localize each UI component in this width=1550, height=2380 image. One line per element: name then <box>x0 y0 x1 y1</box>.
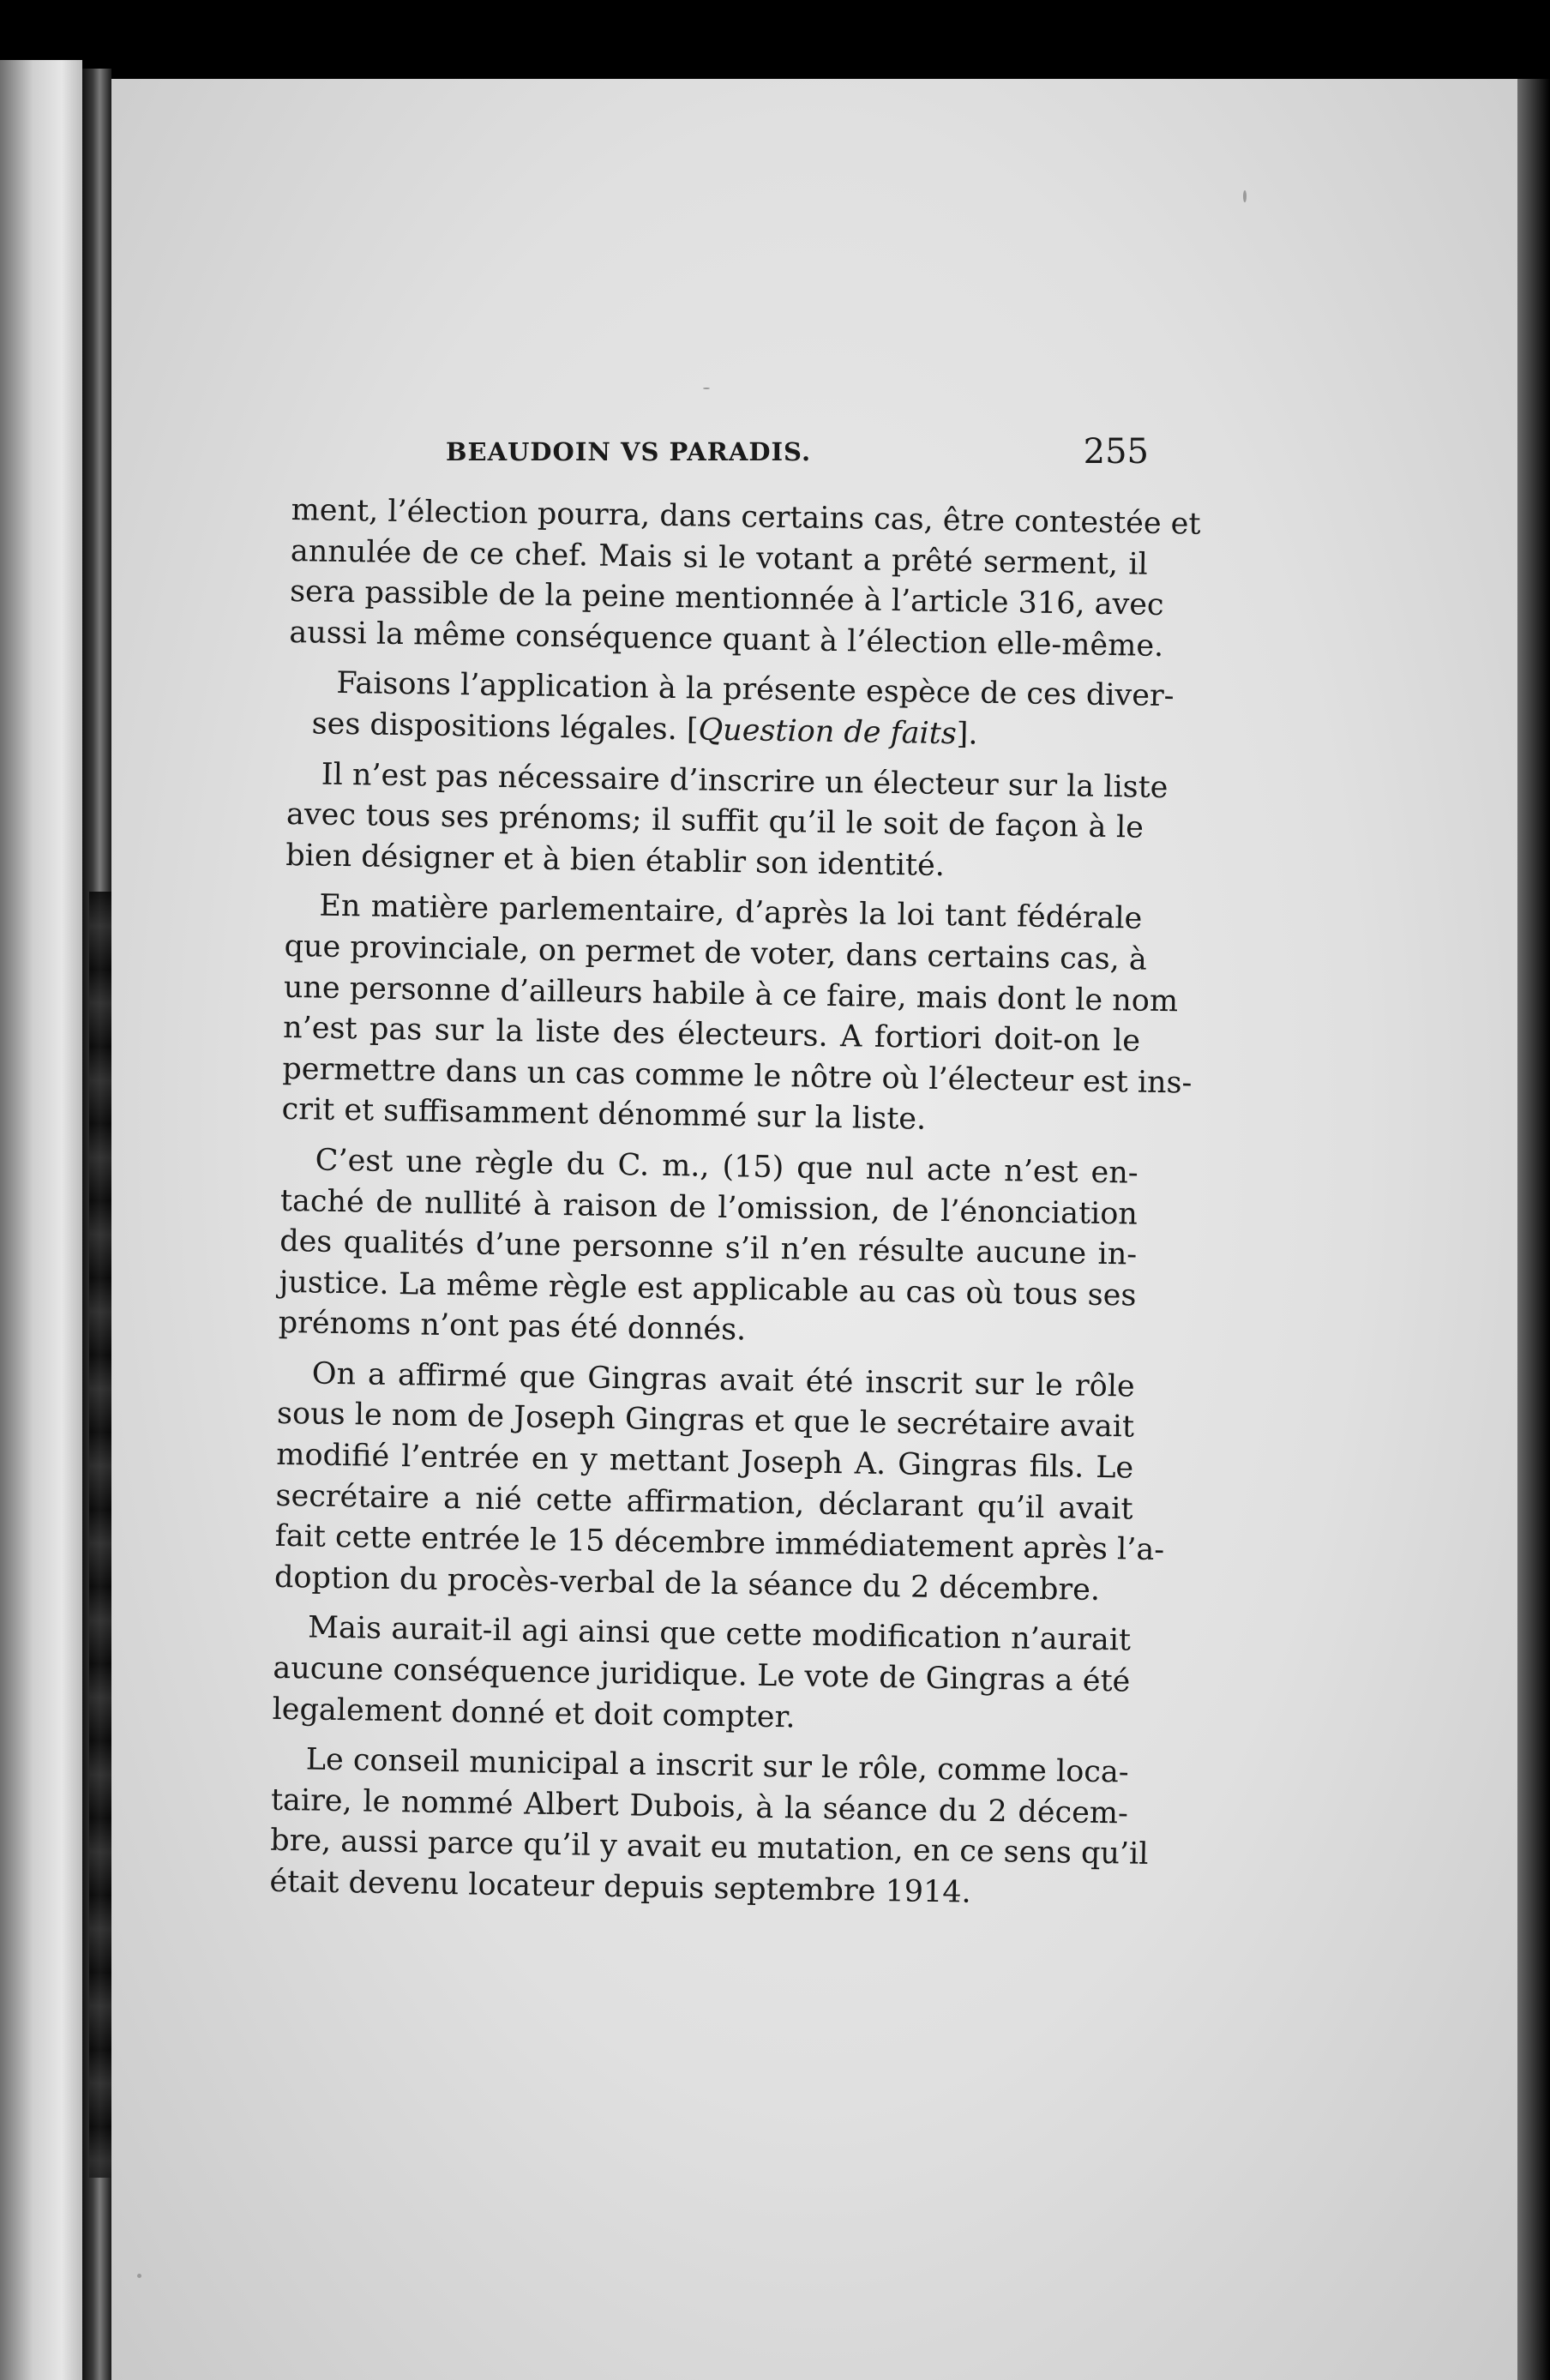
scan-speck <box>137 2274 141 2278</box>
body-text <box>269 490 1201 1926</box>
text-line: secrétaire a nié cette affirmation, déclarant qu’il avait <box>275 1478 1133 1527</box>
text-line: sera passible de la peine mentionnée à l’article 316, avec <box>289 574 1164 623</box>
paragraph <box>273 1354 1165 1612</box>
text-line: une personne d’ailleurs habile à ce faire, mais dont le nom <box>283 970 1179 1019</box>
paragraph <box>287 663 1175 758</box>
text-line: aussi la même conséquence quant à l’élection elle-même. <box>289 615 1164 664</box>
text-line: avec tous ses prénoms; il suffit qu’il le soit de façon à le <box>285 797 1144 845</box>
text-line: legalement donné et doit compter. <box>272 1692 796 1735</box>
bracket-close: ]. <box>956 717 978 752</box>
text-line: modifié l’entrée en y mettant Joseph A. Gingras fils. Le <box>276 1437 1134 1486</box>
text-line: justice. La même règle est applicable au cas où tous ses <box>279 1265 1137 1313</box>
text-line: Le conseil municipal a inscrit sur le rôle, comme loca- <box>305 1742 1129 1790</box>
paragraph <box>289 490 1201 667</box>
text-line: Mais aurait-il agi ainsi que cette modification n’aurait <box>307 1610 1132 1658</box>
text-line: permettre dans un cas comme le nôtre où l’électeur est ins- <box>282 1051 1193 1101</box>
paragraph <box>272 1608 1131 1743</box>
text-line: bien désigner et à bien établir son identité. <box>285 838 946 883</box>
facing-page-edge <box>0 60 82 2380</box>
text-line: était devenu locateur depuis septembre 1914. <box>269 1864 972 1910</box>
text-line: ment, l’élection pourra, dans certains cas, être contestée et <box>291 492 1201 542</box>
text-line: Il n’est pas nécessaire d’inscrire un électeur sur la liste <box>321 757 1169 805</box>
scan-speck <box>703 388 710 389</box>
text-line: prénoms n’ont pas été donnés. <box>278 1306 747 1348</box>
text-line: En matière parlementaire, d’après la loi tant fédérale <box>319 888 1143 936</box>
text-line: n’est pas sur la liste des électeurs. A fortiori doit-on le <box>282 1011 1141 1059</box>
text-line: annulée de ce chef. Mais si le votant a prêté serment, il <box>290 533 1149 582</box>
page-right-edge <box>1517 79 1550 2380</box>
running-title: BEAUDOIN VS PARADIS. <box>446 437 812 466</box>
text-fragment: ses dispositions légales. <box>311 706 678 748</box>
text-line: taire, le nommé Albert Dubois, à la séance du 2 décem- <box>270 1782 1129 1831</box>
text-line: bre, aussi parce qu’il y avait eu mutation, en ce sens qu’il <box>269 1824 1149 1872</box>
page-header <box>446 432 1149 472</box>
text-line: On a affirmé que Gingras avait été inscrit sur le rôle <box>311 1356 1136 1404</box>
text-line: que provinciale, on permet de voter, dans certains cas, à <box>284 929 1148 977</box>
text-line: crit et suffisamment dénommé sur la liste. <box>281 1092 927 1138</box>
text-line: sous le nom de Joseph Gingras et que le secrétaire avait <box>276 1397 1135 1445</box>
page-number: 255 <box>1083 432 1149 472</box>
bracket-open: [ <box>676 712 699 748</box>
text-line: C’est une règle du C. m., (15) que nul acte n’est en- <box>315 1143 1138 1191</box>
italic-note: Question de faits <box>698 712 958 752</box>
text-line: doption du procès-verbal de la séance du 2 décembre. <box>273 1560 1101 1608</box>
paragraph <box>281 886 1193 1144</box>
scan-speck <box>1243 190 1247 202</box>
text-line: taché de nullité à raison de l’omission, de l’énonciation <box>279 1183 1138 1232</box>
paragraph <box>269 1740 1149 1916</box>
paragraph <box>285 754 1169 890</box>
text-line: fait cette entrée le 15 décembre immédiatement après l’a- <box>274 1519 1165 1568</box>
paragraph <box>278 1140 1138 1358</box>
text-line: Faisons l’application à la présente espèce de ces diver- <box>336 666 1175 714</box>
text-line: aucune conséquence juridique. Le vote de Gingras a été <box>273 1650 1131 1699</box>
text-line: des qualités d’une personne s’il n’en résulte aucune in- <box>279 1223 1138 1272</box>
